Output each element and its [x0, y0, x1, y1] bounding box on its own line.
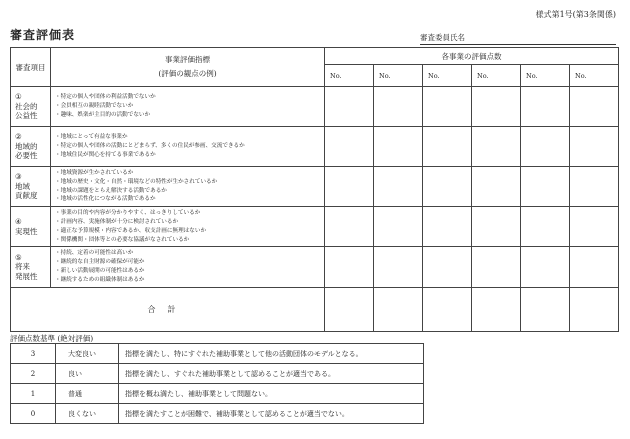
standard-description: 指標を満たし、すぐれた補助事業として認めることが適当である。 — [119, 364, 424, 384]
standards-title: 評価点数基準 (絶対評価) — [10, 334, 94, 343]
criteria-item: ・関係機関・団体等との必要な協議がなされているか — [55, 236, 190, 243]
score-input-cell[interactable] — [374, 207, 423, 247]
scores-header: 各事業の評価点数 — [325, 48, 619, 65]
category-name: 公益性 — [15, 111, 38, 121]
standard-description: 指標を概ね満たし、補助事業として問題ない。 — [119, 384, 424, 404]
project-number-label: No. — [330, 71, 342, 80]
standard-points: 3 — [11, 344, 56, 364]
total-row — [11, 287, 619, 331]
category-number: ② — [15, 132, 22, 142]
score-input-cell[interactable] — [374, 167, 423, 207]
criteria-item: ・継続的な自主財源の確保が可能か — [55, 259, 145, 266]
score-input-cell[interactable] — [472, 167, 521, 207]
project-number-label: No. — [379, 71, 391, 80]
score-input-cell[interactable] — [325, 127, 374, 167]
criteria-item: ・地域にとって有益な事業か — [55, 134, 128, 141]
standard-description: 指標を満たすことが困難で、補助事業として認めることが適当でない。 — [119, 404, 424, 424]
score-input-cell[interactable] — [325, 247, 374, 287]
score-input-cell[interactable] — [325, 87, 374, 127]
standard-label: 良い — [56, 364, 119, 384]
category-name: 貢献度 — [15, 191, 38, 201]
category-cell — [11, 87, 51, 127]
criteria-item: ・適正な予算規模・内容であるか、収支計画に無理はないか — [55, 227, 207, 234]
evaluation-table — [10, 47, 619, 332]
total-score-cell[interactable] — [472, 287, 521, 331]
score-input-cell[interactable] — [570, 207, 619, 247]
criteria-item: ・地域資源が生かされているか — [55, 170, 134, 176]
criteria-item: ・特定の個人や団体の活動にとどまらず、多くの住民が参画、交流できるか — [55, 143, 245, 150]
score-input-cell[interactable] — [521, 87, 570, 127]
score-input-cell[interactable] — [472, 127, 521, 167]
criteria-item: ・地域の歴史・文化・自然・環境などの特性が生かされているか — [55, 178, 218, 185]
criteria-header — [51, 48, 325, 87]
total-score-cell[interactable] — [423, 287, 472, 331]
scoring-standards-table — [10, 343, 424, 424]
total-score-cell[interactable] — [374, 287, 423, 331]
total-score-cell[interactable] — [570, 287, 619, 331]
standard-label: 良くない — [56, 404, 119, 424]
score-input-cell[interactable] — [374, 247, 423, 287]
criteria-row-regional-contribution — [11, 167, 619, 207]
criteria-item: ・特定の個人や団体の利益活動でないか — [55, 94, 156, 101]
score-input-cell[interactable] — [423, 87, 472, 127]
category-cell — [11, 167, 51, 207]
standard-row — [11, 364, 424, 384]
page-title: 審査評価表 — [10, 28, 76, 42]
standard-row — [11, 384, 424, 404]
category-name: 社会的 — [15, 101, 38, 111]
project-number-label: No. — [428, 71, 440, 80]
category-number: ③ — [15, 172, 22, 182]
score-input-cell[interactable] — [325, 207, 374, 247]
criteria-list — [51, 87, 325, 127]
score-input-cell[interactable] — [423, 167, 472, 207]
form-number: 様式第1号(第3条関係) — [535, 10, 616, 19]
category-header: 審査項目 — [11, 48, 51, 87]
criteria-item: ・継続するための組織体制はあるか — [55, 276, 145, 283]
score-input-cell[interactable] — [521, 167, 570, 207]
standard-points: 1 — [11, 384, 56, 404]
criteria-item: ・事業の目的や内容が分かりやすく、はっきりしているか — [55, 210, 201, 217]
score-input-cell[interactable] — [570, 87, 619, 127]
total-label: 合計 — [11, 287, 325, 331]
criteria-item: ・計画内容、実施体制が十分に検討されているか — [55, 218, 179, 225]
score-input-cell[interactable] — [521, 247, 570, 287]
category-number: ⑤ — [15, 252, 22, 262]
criteria-item: ・会員相互の親睦活動でないか — [55, 103, 134, 110]
standard-label: 普通 — [56, 384, 119, 404]
score-input-cell[interactable] — [521, 207, 570, 247]
score-input-cell[interactable] — [374, 127, 423, 167]
standard-row — [11, 344, 424, 364]
criteria-header-subtitle: (評価の観点の例) — [158, 69, 217, 78]
standard-points: 0 — [11, 404, 56, 424]
project-number-cell[interactable] — [472, 65, 521, 87]
category-name: 地域的 — [15, 141, 38, 151]
score-input-cell[interactable] — [472, 207, 521, 247]
category-name: 必要性 — [15, 151, 38, 161]
criteria-list — [51, 207, 325, 247]
score-input-cell[interactable] — [472, 247, 521, 287]
score-input-cell[interactable] — [423, 207, 472, 247]
category-number: ① — [15, 92, 22, 102]
total-score-cell[interactable] — [521, 287, 570, 331]
project-number-cell[interactable] — [374, 65, 423, 87]
criteria-item: ・持続、定着の可能性は高いか — [55, 250, 134, 257]
score-input-cell[interactable] — [423, 247, 472, 287]
standard-points: 2 — [11, 364, 56, 384]
category-number: ④ — [15, 217, 22, 227]
criteria-item: ・地域の課題をとらえ解決する活動であるか — [55, 187, 167, 194]
score-input-cell[interactable] — [570, 247, 619, 287]
project-number-label: No. — [575, 71, 587, 80]
category-cell — [11, 247, 51, 287]
score-input-cell[interactable] — [570, 127, 619, 167]
category-name: 将来 — [15, 262, 30, 272]
criteria-row-future-development — [11, 247, 619, 287]
standard-label: 大変良い — [56, 344, 119, 364]
standard-description: 指標を満たし、特にすぐれた補助事業として他の活動団体のモデルとなる。 — [119, 344, 424, 364]
criteria-header-title: 事業評価指標 — [165, 55, 210, 64]
project-number-label: No. — [526, 71, 538, 80]
score-input-cell[interactable] — [374, 87, 423, 127]
examiner-name-label: 審査委員氏名 — [420, 33, 465, 42]
category-name: 発展性 — [15, 271, 38, 281]
score-input-cell[interactable] — [472, 87, 521, 127]
score-input-cell[interactable] — [423, 127, 472, 167]
criteria-row-feasibility — [11, 207, 619, 247]
examiner-name-field[interactable] — [420, 32, 616, 45]
score-input-cell[interactable] — [521, 127, 570, 167]
project-number-label: No. — [477, 71, 489, 80]
criteria-list — [51, 247, 325, 287]
criteria-item: ・新しい活動展開の可能性はあるか — [55, 267, 145, 274]
category-cell — [11, 127, 51, 167]
category-name: 実現性 — [15, 226, 38, 236]
project-number-cell[interactable] — [423, 65, 472, 87]
criteria-item: ・地域の活性化につながる活動であるか — [55, 196, 156, 203]
score-input-cell[interactable] — [325, 167, 374, 207]
criteria-list — [51, 127, 325, 167]
criteria-item: ・地域住民が関心を持てる事業であるか — [55, 151, 156, 158]
criteria-row-regional-need — [11, 127, 619, 167]
criteria-row-public-interest — [11, 87, 619, 127]
category-name: 地域 — [15, 181, 30, 191]
standard-row — [11, 404, 424, 424]
project-number-cell[interactable] — [325, 65, 374, 87]
project-number-cell[interactable] — [521, 65, 570, 87]
criteria-item: ・趣味、娯楽が主目的の活動でないか — [55, 111, 151, 118]
category-cell — [11, 207, 51, 247]
score-input-cell[interactable] — [570, 167, 619, 207]
project-number-cell[interactable] — [570, 65, 619, 87]
criteria-list — [51, 167, 325, 207]
total-score-cell[interactable] — [325, 287, 374, 331]
